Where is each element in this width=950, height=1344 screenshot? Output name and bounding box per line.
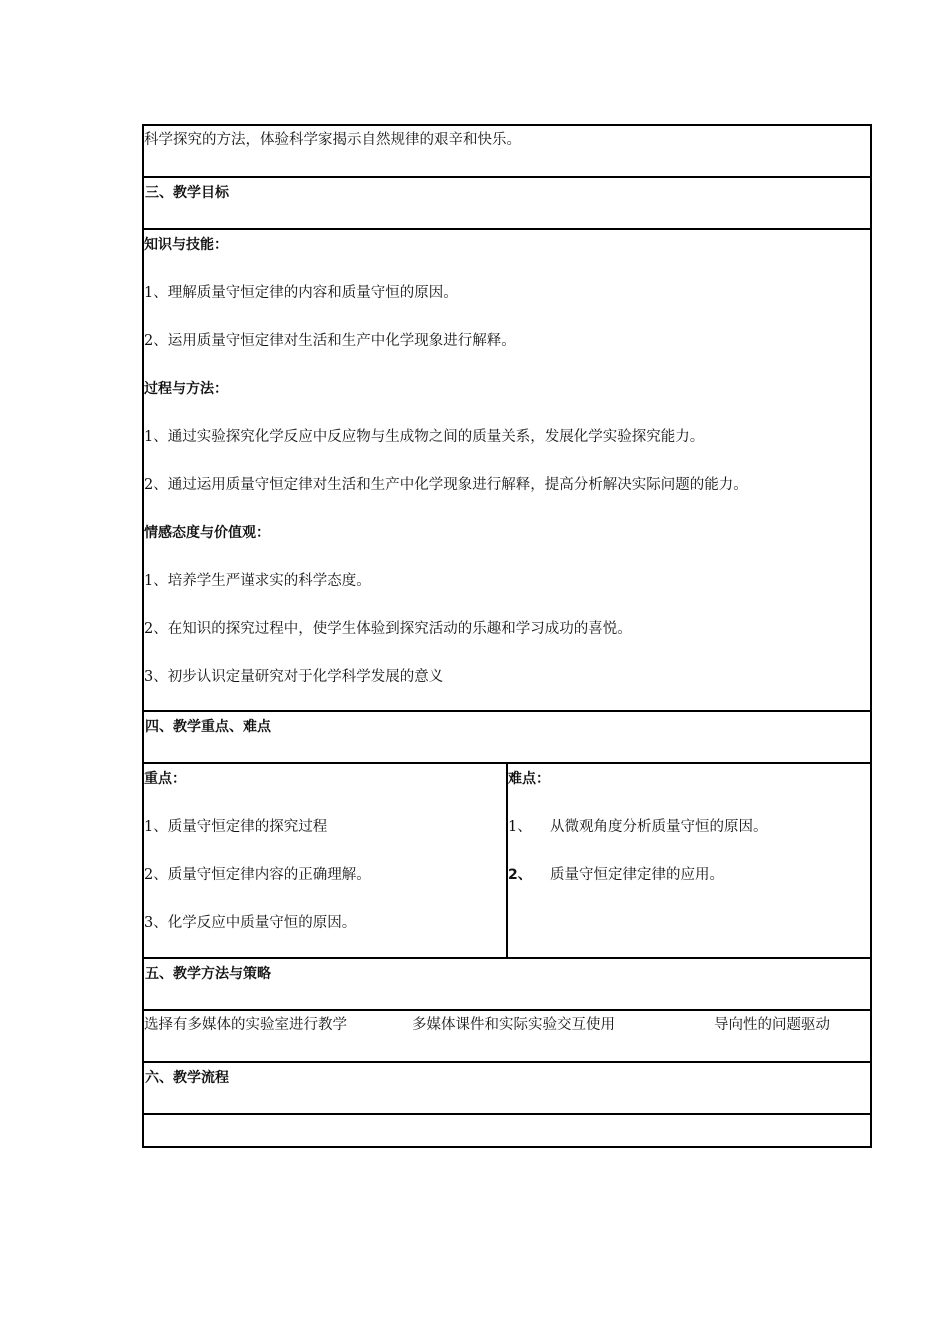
key-item: 1、质量守恒定律的探究过程 bbox=[144, 819, 328, 835]
empty-row bbox=[144, 1115, 870, 1146]
key-item: 3、化学反应中质量守恒的原因。 bbox=[144, 915, 357, 931]
key-difficult-row bbox=[144, 764, 870, 959]
method-item: 导向性的问题驱动 bbox=[714, 1017, 830, 1033]
section6-title: 六、教学流程 bbox=[145, 1070, 229, 1086]
section4-header-row bbox=[144, 712, 870, 764]
difficult-heading: 难点： bbox=[508, 771, 550, 787]
method-item: 选择有多媒体的实验室进行教学 bbox=[144, 1017, 347, 1033]
section5-header-row bbox=[144, 959, 870, 1011]
key-item: 2、质量守恒定律内容的正确理解。 bbox=[144, 867, 371, 883]
difficult-item-number: 2、 bbox=[508, 867, 532, 883]
process-heading: 过程与方法： bbox=[144, 381, 228, 397]
section6-header-row bbox=[144, 1063, 870, 1115]
intro-row bbox=[144, 126, 870, 178]
emotion-item: 2、在知识的探究过程中，使学生体验到探究活动的乐趣和学习成功的喜悦。 bbox=[144, 621, 632, 637]
section3-title: 三、教学目标 bbox=[145, 185, 229, 201]
process-item: 1、通过实验探究化学反应中反应物与生成物之间的质量关系，发展化学实验探究能力。 bbox=[144, 429, 705, 445]
section5-title: 五、教学方法与策略 bbox=[145, 966, 271, 982]
knowledge-item: 1、理解质量守恒定律的内容和质量守恒的原因。 bbox=[144, 285, 458, 301]
difficult-item-text: 质量守恒定律定律的应用。 bbox=[550, 867, 724, 883]
emotion-item: 1、培养学生严谨求实的科学态度。 bbox=[144, 573, 371, 589]
key-points-cell bbox=[144, 764, 508, 957]
lesson-plan-table bbox=[142, 124, 872, 1148]
intro-text: 科学探究的方法，体验科学家揭示自然规律的艰辛和快乐。 bbox=[144, 132, 521, 148]
difficult-points-cell bbox=[508, 764, 870, 957]
emotion-item: 3、初步认识定量研究对于化学科学发展的意义 bbox=[144, 669, 444, 685]
key-heading: 重点： bbox=[144, 771, 186, 787]
section3-header-row bbox=[144, 178, 870, 230]
emotion-heading: 情感态度与价值观： bbox=[144, 525, 270, 541]
section4-title: 四、教学重点、难点 bbox=[145, 719, 271, 735]
methods-row bbox=[144, 1011, 870, 1063]
knowledge-item: 2、运用质量守恒定律对生活和生产中化学现象进行解释。 bbox=[144, 333, 516, 349]
difficult-item-number: 1、 bbox=[508, 819, 532, 835]
goals-row bbox=[144, 230, 870, 712]
method-item: 多媒体课件和实际实验交互使用 bbox=[412, 1017, 615, 1033]
process-item: 2、通过运用质量守恒定律对生活和生产中化学现象进行解释，提高分析解决实际问题的能力。 bbox=[144, 477, 748, 493]
knowledge-heading: 知识与技能： bbox=[144, 237, 228, 253]
difficult-item-text: 从微观角度分析质量守恒的原因。 bbox=[550, 819, 768, 835]
